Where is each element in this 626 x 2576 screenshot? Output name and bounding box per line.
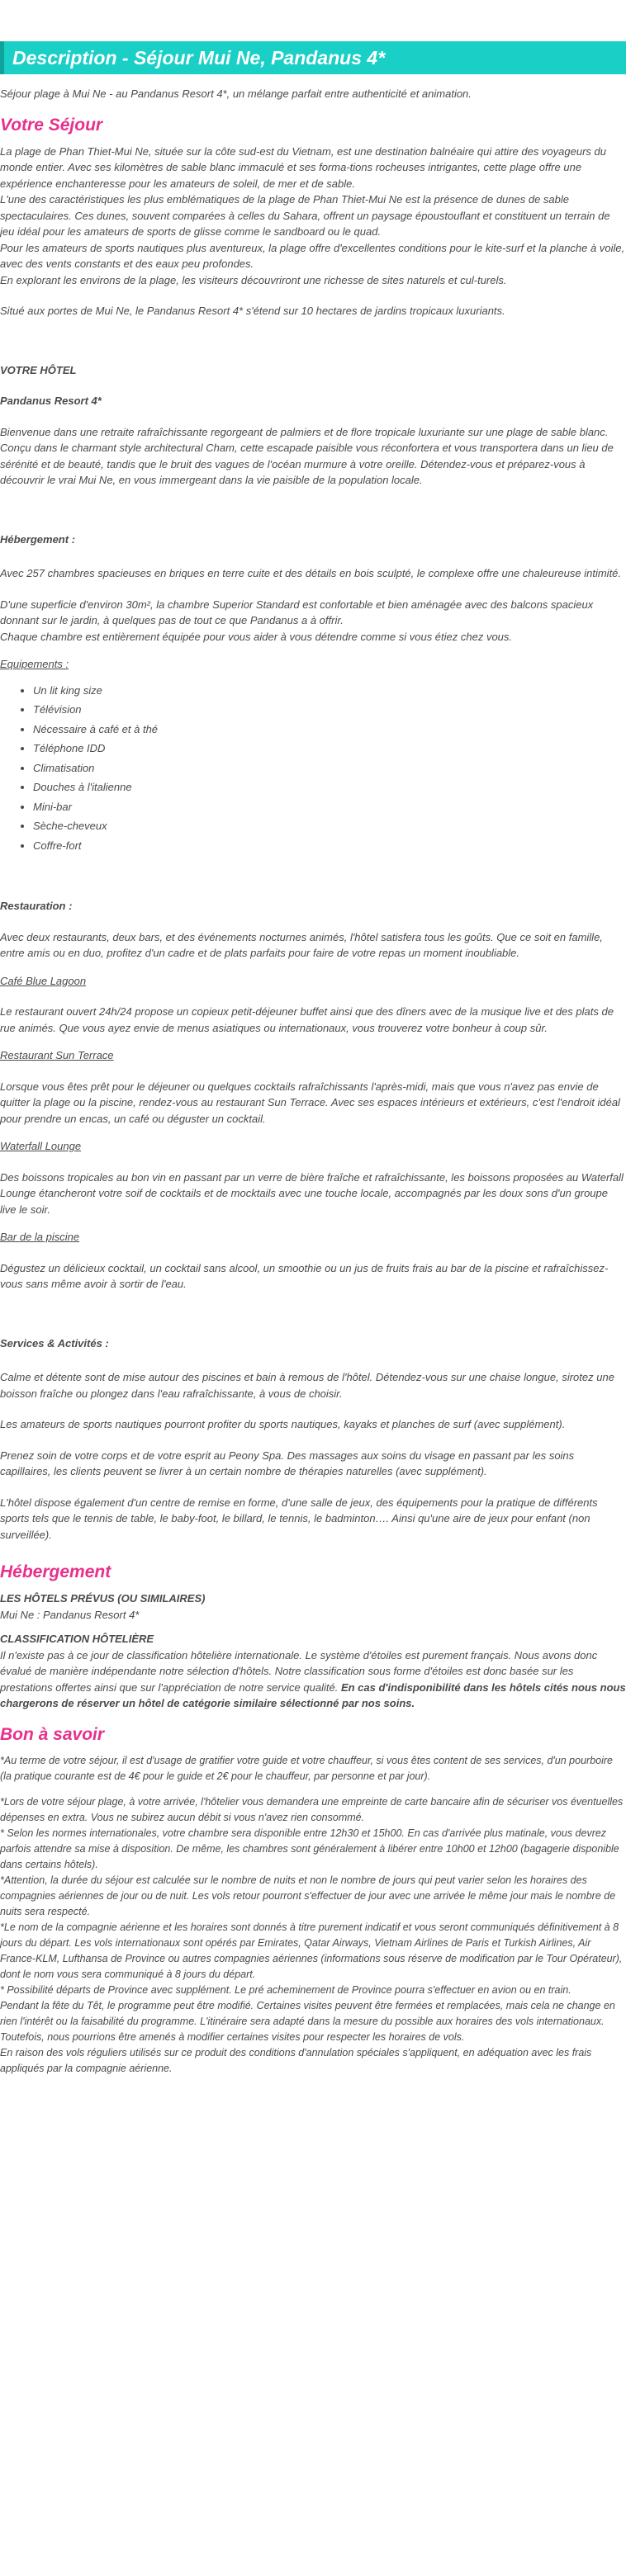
page — [0, 41, 626, 2077]
hebergement-paragraph-1: Avec 257 chambres spacieuses en briques en terre cuite et des détails en bois sculpté, le complexe offre une chaleureuse intimité. — [0, 567, 622, 579]
venue-name-pool-bar: Bar de la piscine — [0, 1231, 80, 1243]
sejour-line-2: Pour les amateurs de sports nautiques plus aventureux, la plage offre d'excellentes conditions pour le kite-surf et la planche à voile, avec des vents constants et des eaux peu profondes. — [0, 241, 625, 270]
section-heading-bon-a-savoir: Bon à savoir — [0, 1724, 105, 1744]
services-paragraph-4: L'hôtel dispose également d'un centre de remise en forme, d'une salle de jeux, des équipements pour la pratique de différents sports tels que le tennis de table, le baby-foot, le billard, le tennis, le badminton…. Ainsi qu'une aire de jeux pour enfant (non surveillée). — [0, 1496, 598, 1541]
bon-line-7: En raison des vols réguliers utilisés sur ce produit des conditions d'annulation spéciales s'appliquent, en adéquation avec les frais appliqués par la compagnie aérienne. — [0, 2046, 592, 2074]
banner-title: Description - Séjour Mui Ne, Pandanus 4* — [12, 47, 386, 69]
hotels-line: Mui Ne : Pandanus Resort 4* — [0, 1608, 140, 1621]
hotel-welcome: Bienvenue dans une retraite rafraîchissante regorgeant de palmiers et de flore tropicale luxuriante sur une plage de sable blanc. Conçu dans le charmant style architectural Cham, cette escapade paisible vous réconfortera et vous transportera dans un lieu de sérénité et de beauté, tandis que le bruit des vagues de l'océan murmure à votre oreille. Détendez-vous et préparez-vous à découvrir le vrai Mui Ne, en vous immergeant dans la vie paisible de la population locale. — [0, 425, 614, 486]
intro-text: Séjour plage à Mui Ne - au Pandanus Resort 4*, un mélange parfait entre authenticité et animation. — [0, 87, 472, 100]
classification-label: CLASSIFICATION HÔTELIÈRE — [0, 1633, 154, 1645]
list-item: • Nécessaire à café et à thé — [33, 720, 626, 740]
classification-body: Il n'existe pas à ce jour de classification hôtelière internationale. Le système d'étoiles est purement français. Nous avons donc évalué de manière indépendante notre sélection d'hôtels. Notre classification sous forme d'étoiles est donc basée sur les prestations offertes ainsi que sur l'appréciation de notre service qualité. — [0, 1648, 598, 1694]
venue-name-waterfall-lounge: Waterfall Lounge — [0, 1140, 82, 1152]
list-item: • Téléphone IDD — [33, 739, 626, 759]
restauration-intro: Avec deux restaurants, deux bars, et des événements nocturnes animés, l'hôtel satisfera tous les goûts. Que ce soit en famille, entre amis ou en duo, profitez d'un cadre et de plats parfaits pour faire de votre repas un moment inoubliable. — [0, 930, 603, 959]
sejour-paragraph: La plage de Phan Thiet-Mui Ne, située sur la côte sud-est du Vietnam, est une destination balnéaire qui attire des voyageurs du monde entier. Avec ses kilomètres de sable blanc immaculé et ses forma-tions rocheuses intrigantes, cette plage offre une expérience enchanteresse pour les amateurs de soleil, de mer et de sable. — [0, 144, 606, 190]
classification-bold: En cas d'indisponibilité dans les hôtels cités nous nous chargerons de réserver un hôtel de catégorie similaire sélectionné par nos soins. — [0, 1680, 626, 1709]
sejour-location: Situé aux portes de Mui Ne, le Pandanus Resort 4* s'étend sur 10 hectares de jardins tropicaux luxuriants. — [0, 305, 505, 317]
hebergement-paragraph-3: Chaque chambre est entièrement équipée pour vous aider à vous détendre comme si vous étiez chez vous. — [0, 630, 513, 643]
description-content — [0, 86, 626, 2077]
venue-text-pool-bar: Dégustez un délicieux cocktail, un cocktail sans alcool, un smoothie ou un jus de fruits frais au bar de la piscine et rafraîchissez-vous sans même avoir à sortir de l'eau. — [0, 1261, 609, 1290]
list-item: • Climatisation — [33, 759, 626, 778]
services-heading: Services & Activités : — [0, 1336, 109, 1349]
venue-text-waterfall-lounge: Des boissons tropicales au bon vin en passant par un verre de bière fraîche et rafraîchissante, les boissons proposées au Waterfall Lounge étancheront votre soif de cocktails et de mocktails avec une touche locale, accompagnés par les doux sons d'un groupe live le soir. — [0, 1170, 624, 1216]
sejour-line-1: L'une des caractéristiques les plus emblématiques de la plage de Phan Thiet-Mui Ne est la présence de dunes de sable spectaculaires. Ces dunes, souvent comparées à celles du Sahara, offrent un paysage époustouflant et constituent un terrain de jeu idéal pour les amateurs de sports de glisse comme le sandboard ou le quad. — [0, 193, 610, 238]
list-item: • Un lit king size — [33, 681, 626, 701]
hotel-name: Pandanus Resort 4* — [0, 395, 102, 407]
description-banner — [0, 41, 626, 74]
venue-name-sun-terrace: Restaurant Sun Terrace — [0, 1049, 114, 1061]
list-item: • Douches à l'italienne — [33, 778, 626, 797]
services-paragraph-3: Prenez soin de votre corps et de votre esprit au Peony Spa. Des massages aux soins du visage en passant par les soins capillaires, les clients peuvent se livrer à un certain nombre de thérapies naturelles (avec supplément). — [0, 1449, 575, 1477]
venue-name-blue-lagoon: Café Blue Lagoon — [0, 974, 87, 987]
section-heading-hebergement: Hébergement — [0, 1562, 111, 1581]
hotels-label: LES HÔTELS PRÉVUS (OU SIMILAIRES) — [0, 1592, 206, 1605]
venue-text-sun-terrace: Lorsque vous êtes prêt pour le déjeuner ou quelques cocktails rafraîchissants l'après-midi, mais que vous n'avez pas envie de quitter la plage ou la piscine, rendez-vous au restaurant Sun Terrace. Avec ses espaces intérieurs et extérieurs, c'est l'endroit idéal pour prendre un encas, un café ou déguster un cocktail. — [0, 1080, 620, 1125]
classification-text — [0, 1647, 626, 1712]
hebergement-paragraph-2: D'une superficie d'environ 30m², la chambre Superior Standard est confortable et bien aménagée avec des balcons spacieux donnant sur le jardin, à quelques pas de tout ce que Pandanus a à offrir. — [0, 598, 594, 626]
equipements-list — [0, 681, 626, 856]
bon-line-2: * Selon les normes internationales, votre chambre sera disponible entre 12h30 et 15h00. En cas d'arrivée plus matinale, vous devrez parfois attendre sa mise à disposition. De même, les chambres sont généralement à libérer entre 10h00 et 12h00 (bagagerie disponible dans certains hôtels). — [0, 1827, 619, 1870]
hebergement-heading: Hébergement : — [0, 532, 76, 546]
hotel-heading: VOTRE HÔTEL — [0, 363, 77, 376]
section-heading-sejour: Votre Séjour — [0, 115, 103, 135]
restauration-heading: Restauration : — [0, 900, 73, 912]
list-item: • Sèche-cheveux — [33, 816, 626, 836]
bon-line-3: *Attention, la durée du séjour est calculée sur le nombre de nuits et non le nombre de jours qui peut varier selon les horaires des compagnies aériennes de jour ou de nuit. Les vols retour pourront s'effectuer de jour avec une arrivée le même jour mais le nombre de nuits sera respecté. — [0, 1874, 616, 1917]
list-item: • Télévision — [33, 700, 626, 720]
services-paragraph-1: Calme et détente sont de mise autour des piscines et bain à remous de l'hôtel. Détendez-vous sur une chaise longue, sirotez une boisson fraîche ou plongez dans l'eau rafraîchissante, à vous de choisir. — [0, 1371, 614, 1400]
equipements-label: Equipements : — [0, 658, 69, 670]
list-item: • Coffre-fort — [33, 836, 626, 856]
bon-line-4: *Le nom de la compagnie aérienne et les horaires sont donnés à titre purement indicatif et vous seront communiqués définitivement à 8 jours du départ. Les vols internationaux sont opérés par Emirates, Qatar Airways, Vietnam Airlines de Paris et Turkish Airlines, Air France-KLM, Lufthansa de Province ou autres compagnies aériennes (informations sous réserve de modification par le Tour Opérateur), dont le nom vous sera communiqué à 8 jours du départ. — [0, 1921, 623, 1980]
bon-paragraph-1: *Au terme de votre séjour, il est d'usage de gratifier votre guide et votre chauffeur, si vous êtes content de ses services, d'un pourboire (la pratique courante est de 4€ pour le guide et 2€ pour le chauffeur, par personne et par jour). — [0, 1754, 613, 1782]
bon-line-6: Pendant la fête du Têt, le programme peut être modifié. Certaines visites peuvent être fermées et remplacées, mais cela ne change en rien l'intérêt ou la faisabilité du programme. L'itinéraire sera adapté dans la mesure du possible aux horaires des vols internationaux. Toutefois, nous pourrions être amenés à modifier certaines visites pour respecter les horaires de vols. — [0, 1999, 615, 2043]
services-paragraph-2: Les amateurs de sports nautiques pourront profiter du sports nautiques, kayaks et planches de surf (avec supplément). — [0, 1418, 566, 1430]
sejour-line-3: En explorant les environs de la plage, les visiteurs découvriront une richesse de sites naturels et cul-turels. — [0, 273, 507, 286]
list-item: • Mini-bar — [33, 797, 626, 817]
venue-text-blue-lagoon: Le restaurant ouvert 24h/24 propose un copieux petit-déjeuner buffet ainsi que des dîners avec de la musique live et des plats de rue animés. Que vous ayez envie de menus asiatiques ou internationaux, vous trouverez votre bonheur à coup sûr. — [0, 1005, 614, 1034]
bon-line-5: * Possibilité départs de Province avec supplément. Le pré acheminement de Province pourra s'effectuer en avion ou en train. — [0, 1983, 571, 1996]
bon-line-1: *Lors de votre séjour plage, à votre arrivée, l'hôtelier vous demandera une empreinte de carte bancaire afin de sécuriser vos éventuelles dépenses en extra. Vous ne subirez aucun débit si vous n'avez rien consommé. — [0, 1795, 624, 1823]
